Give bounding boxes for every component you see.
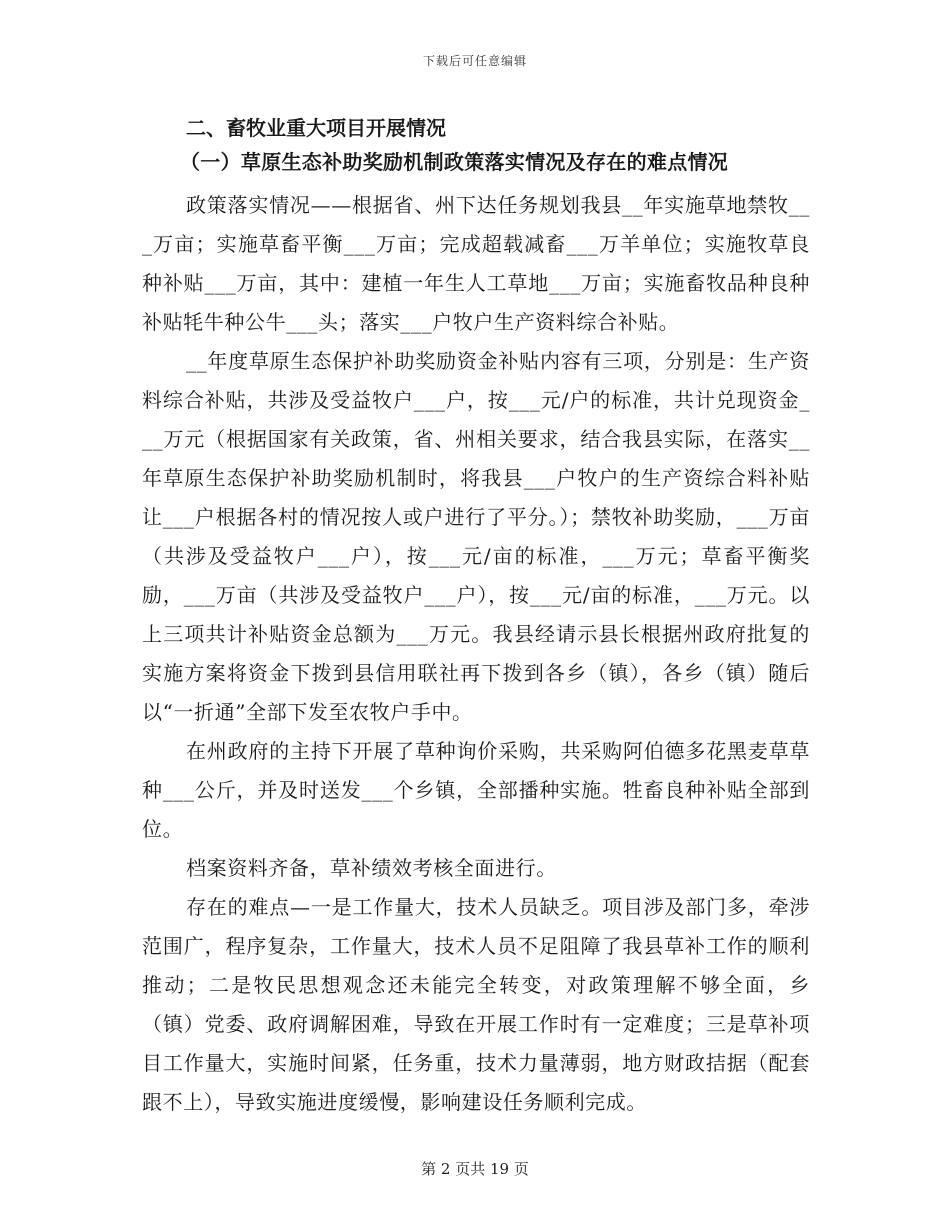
- page-number: 第 2 页共 19 页: [421, 1160, 529, 1178]
- section-title: 二、畜牧业重大项目开展情况: [186, 116, 446, 140]
- paragraph-archives: 档案资料齐备，草补绩效考核全面进行。: [186, 856, 557, 880]
- paragraph-grass-seed-procurement: 在州政府的主持下开展了草种询价采购，共采购阿伯德多花黑麦草草种___公斤，并及时送发___个乡镇，全部播种实施。牲畜良种补贴全部到位。: [142, 739, 810, 841]
- page-header: 下载后可任意编辑: [422, 54, 527, 68]
- paragraph-policy-implementation: 政策落实情况——根据省、州下达任务规划我县__年实施草地禁牧___万亩；实施草畜平衡___万亩；完成超载减畜___万羊单位；实施牧草良种补贴___万亩，其中：建植一年生人工草地___万亩；实施畜牧品种良种补贴牦牛种公牛___头；落实___户牧户生产资料综合补贴。: [142, 193, 810, 334]
- subsection-title: （一）草原生态补助奖励机制政策落实情况及存在的难点情况: [180, 150, 729, 174]
- paragraph-subsidy-content: __年度草原生态保护补助奖励资金补贴内容有三项，分别是：生产资料综合补贴，共涉及受益牧户___户，按___元/户的标准，共计兑现资金___万元（根据国家有关政策，省、州相关要求，结合我县实际，在落实__年草原生态保护补助奖励机制时，将我县___户牧户的生产资综合料补贴让___户根据各村的情况按人或户进行了平分。）；禁牧补助奖励，___万亩（共涉及受益牧户___户），按___元/亩的标准，___万元；草畜平衡奖励，___万亩（共涉及受益牧户___户），按___元/亩的标准，___万元。以上三项共计补贴资金总额为___万元。我县经请示县长根据州政府批复的实施方案将资金下拨到县信用联社再下拨到各乡（镇），各乡（镇）随后以“一折通”全部下发至农牧户手中。: [142, 349, 810, 724]
- document-body: [142, 112, 810, 1122]
- paragraph-difficulties: 存在的难点—一是工作量大，技术人员缺乏。项目涉及部门多，牵涉范围广，程序复杂，工作量大，技术人员不足阻障了我县草补工作的顺利推动；二是牧民思想观念还未能完全转变，对政策理解不够全面，乡（镇）党委、政府调解困难，导致在开展工作时有一定难度；三是草补项目工作量大，实施时间紧，任务重，技术力量薄弱，地方财政拮据（配套跟不上），导致实施进度缓慢，影响建设任务顺利完成。: [142, 895, 810, 1114]
